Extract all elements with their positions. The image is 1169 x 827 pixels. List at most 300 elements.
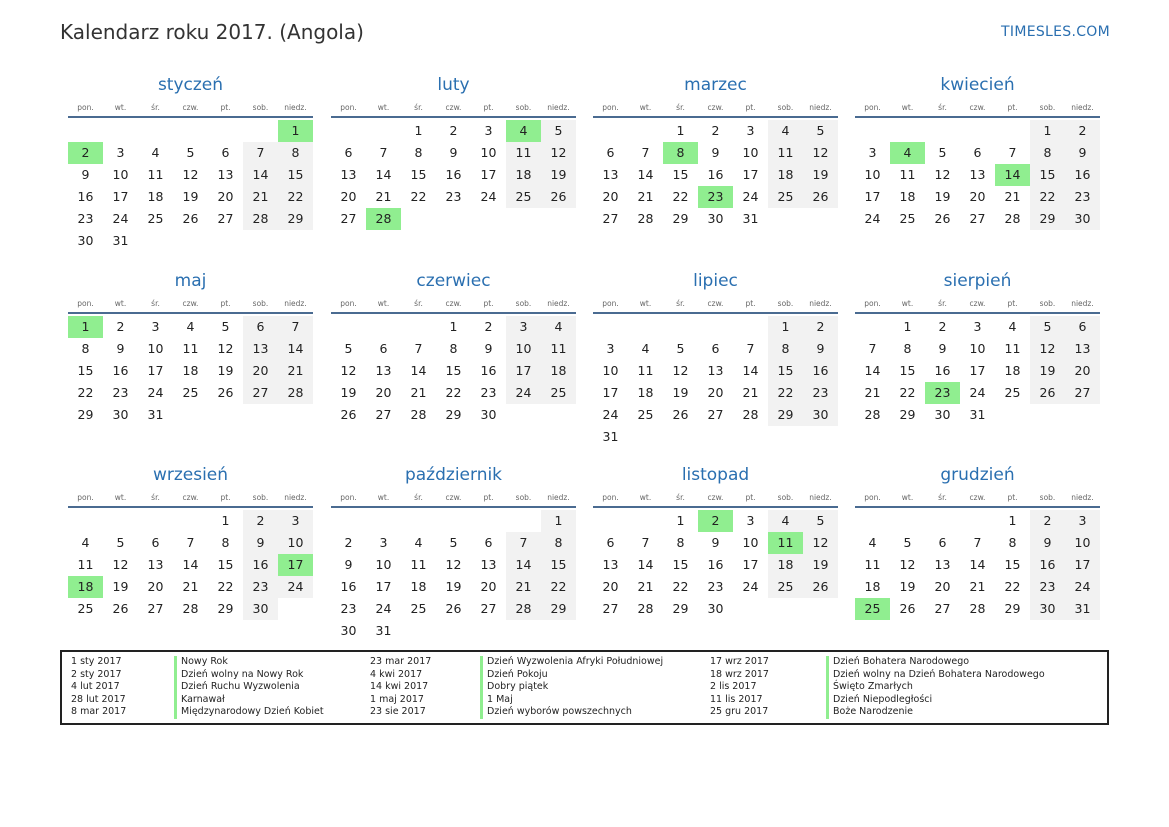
day-cell [366, 316, 401, 338]
weekday-label: śr. [938, 492, 947, 502]
day-cell: 30 [1065, 208, 1100, 230]
day-cell: 1 [676, 513, 685, 528]
weekday-label: pt. [1007, 298, 1018, 308]
weekday-label: niedz. [1071, 102, 1094, 112]
weekday-label: pt. [220, 298, 231, 308]
day-cell: 18 [182, 363, 199, 378]
weekday-label: wt. [901, 298, 914, 308]
legend-date: 4 lut 2017 [71, 681, 120, 692]
day-cell: 5 [676, 341, 685, 356]
day-cell [331, 510, 366, 532]
day-cell [436, 620, 471, 642]
weekday-label: pon. [602, 298, 619, 308]
day-cell: 27 [480, 601, 497, 616]
day-cell: 21 [506, 576, 541, 598]
day-cell: 19 [1030, 360, 1065, 382]
legend-holiday-name: Dzień Pokoju [480, 669, 663, 682]
week-row [68, 142, 313, 164]
day-cell: 21 [182, 579, 199, 594]
legend-date: 25 gru 2017 [710, 706, 769, 717]
day-cell: 6 [1065, 316, 1100, 338]
day-cell: 29 [541, 598, 576, 620]
legend-names-col-1 [174, 656, 324, 719]
week-row [593, 186, 838, 208]
day-cell: 3 [151, 319, 160, 334]
day-cell: 26 [672, 407, 689, 422]
day-cell: 25 [506, 186, 541, 208]
day-cell: 19 [672, 385, 689, 400]
week-row [593, 532, 838, 554]
day-cell: 5 [903, 535, 912, 550]
day-cell: 16 [1030, 554, 1065, 576]
day-cell: 20 [217, 189, 234, 204]
day-cell: 28 [742, 407, 759, 422]
day-cell [803, 208, 838, 230]
week-row [331, 360, 576, 382]
holiday-day-cell: 18 [68, 576, 103, 598]
month-block [68, 462, 313, 620]
day-cell: 20 [602, 579, 619, 594]
day-cell: 15 [77, 363, 94, 378]
day-cell: 4 [541, 316, 576, 338]
day-cell [138, 510, 173, 532]
day-cell: 22 [1030, 186, 1065, 208]
holiday-day-cell: 4 [506, 120, 541, 142]
week-row [68, 404, 313, 426]
day-cell: 9 [711, 145, 720, 160]
day-cell: 30 [77, 233, 94, 248]
day-cell: 24 [480, 189, 497, 204]
day-cell: 21 [278, 360, 313, 382]
day-cell: 23 [480, 385, 497, 400]
header-divider [855, 312, 1100, 314]
week-row [855, 576, 1100, 598]
weekday-label: wt. [114, 102, 127, 112]
day-cell [436, 208, 471, 230]
day-cell: 26 [182, 211, 199, 226]
day-cell: 31 [147, 407, 164, 422]
day-cell: 5 [449, 535, 458, 550]
day-cell: 11 [182, 341, 199, 356]
day-cell: 2 [243, 510, 278, 532]
day-cell: 30 [243, 598, 278, 620]
weekday-label: niedz. [809, 298, 832, 308]
month-name: maj [174, 271, 207, 291]
weekday-label: sob. [1039, 492, 1056, 502]
day-cell [103, 510, 138, 532]
day-cell: 17 [1065, 554, 1100, 576]
weekday-label: śr. [938, 298, 947, 308]
day-cell: 25 [410, 601, 427, 616]
weekday-header [331, 294, 576, 312]
day-cell: 7 [243, 142, 278, 164]
weekday-label: śr. [151, 298, 160, 308]
week-row [855, 186, 1100, 208]
day-cell: 11 [637, 363, 654, 378]
day-cell: 18 [768, 164, 803, 186]
holiday-legend [60, 650, 1109, 725]
day-cell: 28 [637, 601, 654, 616]
day-cell: 3 [484, 123, 493, 138]
weekday-label: wt. [114, 492, 127, 502]
legend-date: 2 lis 2017 [710, 681, 757, 692]
day-cell: 20 [934, 579, 951, 594]
day-cell: 23 [77, 211, 94, 226]
month-name: marzec [684, 75, 747, 95]
weekday-label: sob. [515, 102, 532, 112]
day-cell: 31 [375, 623, 392, 638]
holiday-day-cell: 23 [698, 186, 733, 208]
day-cell [1030, 404, 1065, 426]
day-cell [138, 120, 173, 142]
day-cell [1065, 404, 1100, 426]
weekday-label: pon. [864, 298, 881, 308]
day-cell: 3 [868, 145, 877, 160]
day-cell: 8 [676, 535, 685, 550]
day-cell: 28 [1004, 211, 1021, 226]
day-cell: 14 [742, 363, 759, 378]
legend-date: 1 maj 2017 [370, 693, 424, 705]
month-name: wrzesień [152, 465, 229, 485]
weekday-label: czw. [445, 492, 462, 502]
day-cell [243, 230, 278, 252]
month-name: grudzień [940, 465, 1015, 485]
day-cell: 14 [375, 167, 392, 182]
day-cell: 7 [278, 316, 313, 338]
week-row [855, 360, 1100, 382]
week-row [855, 532, 1100, 554]
day-cell: 7 [506, 532, 541, 554]
weekday-label: śr. [414, 298, 423, 308]
weekday-label: czw. [969, 102, 986, 112]
day-cell: 29 [1030, 208, 1065, 230]
day-cell: 12 [182, 167, 199, 182]
day-cell: 14 [506, 554, 541, 576]
day-cell: 18 [637, 385, 654, 400]
day-cell: 17 [112, 189, 129, 204]
day-cell: 12 [899, 557, 916, 572]
weekday-label: czw. [182, 298, 199, 308]
legend-date: 23 sie 2017 [370, 706, 426, 717]
week-row [593, 426, 838, 448]
day-cell: 4 [641, 341, 650, 356]
day-cell: 27 [217, 211, 234, 226]
day-cell: 18 [506, 164, 541, 186]
day-cell: 15 [672, 557, 689, 572]
day-cell: 31 [602, 429, 619, 444]
day-cell: 28 [278, 382, 313, 404]
day-cell: 8 [449, 341, 458, 356]
weekday-label: czw. [707, 298, 724, 308]
day-cell [471, 620, 506, 642]
day-cell [173, 230, 208, 252]
holiday-day-cell: 2 [68, 142, 103, 164]
day-cell: 14 [410, 363, 427, 378]
day-cell: 22 [541, 576, 576, 598]
day-cell: 23 [112, 385, 129, 400]
weekday-label: pon. [77, 492, 94, 502]
day-cell: 2 [803, 316, 838, 338]
day-cell: 2 [938, 319, 947, 334]
day-cell: 12 [803, 142, 838, 164]
day-cell: 21 [375, 189, 392, 204]
weekday-label: czw. [182, 492, 199, 502]
day-cell: 19 [217, 363, 234, 378]
week-row [331, 620, 576, 642]
day-cell: 21 [410, 385, 427, 400]
week-row [855, 554, 1100, 576]
day-cell: 10 [506, 338, 541, 360]
week-row [855, 316, 1100, 338]
day-cell: 1 [1030, 120, 1065, 142]
week-row [68, 382, 313, 404]
day-cell: 20 [340, 189, 357, 204]
day-cell: 15 [278, 164, 313, 186]
day-cell: 22 [77, 385, 94, 400]
day-cell: 15 [1030, 164, 1065, 186]
day-cell: 10 [969, 341, 986, 356]
day-cell: 18 [541, 360, 576, 382]
day-cell: 22 [217, 579, 234, 594]
day-cell: 7 [1008, 145, 1017, 160]
week-row [855, 120, 1100, 142]
holiday-day-cell: 28 [366, 208, 401, 230]
day-cell: 20 [375, 385, 392, 400]
week-row [593, 338, 838, 360]
day-cell: 4 [868, 535, 877, 550]
day-cell: 27 [375, 407, 392, 422]
day-cell: 18 [864, 579, 881, 594]
day-cell: 1 [1008, 513, 1017, 528]
day-cell: 17 [506, 360, 541, 382]
day-cell: 12 [445, 557, 462, 572]
weekday-label: pt. [483, 102, 494, 112]
day-cell: 7 [973, 535, 982, 550]
weekday-label: pon. [864, 102, 881, 112]
day-cell: 10 [278, 532, 313, 554]
holiday-day-cell: 8 [663, 142, 698, 164]
day-cell: 1 [768, 316, 803, 338]
day-cell [593, 120, 628, 142]
week-row [593, 316, 838, 338]
day-cell: 19 [934, 189, 951, 204]
day-cell: 24 [864, 211, 881, 226]
day-cell: 29 [217, 601, 234, 616]
day-cell [628, 316, 663, 338]
legend-names-col-2 [480, 656, 663, 719]
day-cell: 16 [1065, 164, 1100, 186]
month-name: styczeń [157, 75, 224, 95]
day-cell: 5 [803, 120, 838, 142]
legend-holiday-name: Dzień Ruchu Wyzwolenia [174, 681, 324, 694]
weekday-label: pon. [340, 492, 357, 502]
header-divider [68, 116, 313, 118]
day-cell [803, 426, 838, 448]
day-cell: 23 [445, 189, 462, 204]
weekday-label: pt. [1007, 102, 1018, 112]
weekday-label: śr. [938, 102, 947, 112]
day-cell: 26 [1030, 382, 1065, 404]
day-cell: 1 [414, 123, 423, 138]
day-cell: 31 [969, 407, 986, 422]
day-cell: 14 [864, 363, 881, 378]
day-cell: 2 [449, 123, 458, 138]
day-cell: 11 [899, 167, 916, 182]
day-cell: 19 [803, 554, 838, 576]
day-cell: 3 [278, 510, 313, 532]
day-cell: 29 [768, 404, 803, 426]
weekday-label: niedz. [547, 298, 570, 308]
weekday-label: śr. [676, 492, 685, 502]
day-cell: 13 [934, 557, 951, 572]
day-cell [733, 598, 768, 620]
header-divider [331, 116, 576, 118]
day-cell: 12 [340, 363, 357, 378]
day-cell: 7 [746, 341, 755, 356]
day-cell: 23 [803, 382, 838, 404]
weekday-header [593, 294, 838, 312]
day-cell: 16 [445, 167, 462, 182]
legend-date: 17 wrz 2017 [710, 656, 769, 667]
weekday-label: pon. [864, 492, 881, 502]
month-name: październik [404, 465, 503, 485]
day-cell: 8 [221, 535, 230, 550]
day-cell: 29 [445, 407, 462, 422]
day-cell: 1 [221, 513, 230, 528]
day-cell: 24 [506, 382, 541, 404]
day-cell: 5 [221, 319, 230, 334]
day-cell: 3 [973, 319, 982, 334]
day-cell: 9 [938, 341, 947, 356]
day-cell: 24 [112, 211, 129, 226]
day-cell: 18 [410, 579, 427, 594]
day-cell: 30 [1030, 598, 1065, 620]
day-cell: 16 [112, 363, 129, 378]
weekday-label: śr. [151, 492, 160, 502]
day-cell: 6 [484, 535, 493, 550]
day-cell: 8 [903, 341, 912, 356]
day-cell: 25 [768, 576, 803, 598]
header-divider [593, 506, 838, 508]
day-cell: 25 [1004, 385, 1021, 400]
weekday-label: sob. [515, 492, 532, 502]
day-cell: 7 [186, 535, 195, 550]
day-cell: 25 [77, 601, 94, 616]
brand-logo[interactable]: TIMESLES.COM [1001, 24, 1110, 40]
day-cell: 28 [506, 598, 541, 620]
day-cell: 24 [742, 189, 759, 204]
day-cell: 7 [414, 341, 423, 356]
legend-holiday-name: Nowy Rok [174, 656, 324, 669]
day-cell: 9 [81, 167, 90, 182]
week-row [593, 382, 838, 404]
legend-date: 14 kwi 2017 [370, 681, 429, 692]
day-cell: 27 [934, 601, 951, 616]
day-cell: 30 [803, 404, 838, 426]
day-cell [173, 510, 208, 532]
day-cell: 24 [278, 576, 313, 598]
day-cell: 4 [414, 535, 423, 550]
day-cell: 26 [934, 211, 951, 226]
legend-date: 28 lut 2017 [71, 693, 126, 705]
day-cell: 8 [541, 532, 576, 554]
weekday-label: sob. [1039, 102, 1056, 112]
day-cell: 12 [803, 532, 838, 554]
day-cell: 7 [868, 341, 877, 356]
day-cell [506, 404, 541, 426]
day-cell [173, 404, 208, 426]
day-cell: 24 [375, 601, 392, 616]
day-cell: 10 [742, 535, 759, 550]
day-cell [995, 404, 1030, 426]
day-cell: 30 [340, 623, 357, 638]
holiday-day-cell: 1 [278, 120, 313, 142]
week-row [68, 208, 313, 230]
day-cell: 30 [707, 601, 724, 616]
day-cell: 29 [899, 407, 916, 422]
day-cell: 29 [77, 407, 94, 422]
day-cell: 27 [602, 211, 619, 226]
day-cell [768, 426, 803, 448]
day-cell: 18 [899, 189, 916, 204]
weekday-header [855, 488, 1100, 506]
day-cell [208, 404, 243, 426]
day-cell: 31 [742, 211, 759, 226]
legend-names-col-3 [826, 656, 1045, 719]
weekday-label: śr. [676, 298, 685, 308]
day-cell [803, 598, 838, 620]
day-cell [471, 510, 506, 532]
day-cell: 11 [506, 142, 541, 164]
day-cell [208, 230, 243, 252]
day-cell: 20 [1065, 360, 1100, 382]
day-cell: 23 [1065, 186, 1100, 208]
day-cell: 8 [414, 145, 423, 160]
month-name: czerwiec [416, 271, 491, 291]
weekday-label: śr. [414, 102, 423, 112]
week-row [331, 164, 576, 186]
legend-holiday-name: Dzień wolny na Dzień Bohatera Narodowego [826, 669, 1045, 682]
day-cell: 3 [116, 145, 125, 160]
weekday-label: sob. [1039, 298, 1056, 308]
day-cell: 12 [934, 167, 951, 182]
weekday-label: wt. [377, 298, 390, 308]
day-cell: 22 [278, 186, 313, 208]
day-cell: 15 [217, 557, 234, 572]
day-cell [768, 208, 803, 230]
day-cell: 15 [445, 363, 462, 378]
weekday-label: sob. [515, 298, 532, 308]
day-cell [855, 510, 890, 532]
weekday-header [855, 294, 1100, 312]
day-cell: 10 [480, 145, 497, 160]
weekday-label: sob. [252, 298, 269, 308]
day-cell: 8 [1030, 142, 1065, 164]
weekday-label: czw. [445, 102, 462, 112]
day-cell: 22 [768, 382, 803, 404]
day-cell: 22 [410, 189, 427, 204]
legend-date: 18 wrz 2017 [710, 668, 769, 680]
legend-holiday-name: Święto Zmarłych [826, 681, 1045, 694]
day-cell: 15 [768, 360, 803, 382]
day-cell: 4 [186, 319, 195, 334]
day-cell [995, 120, 1030, 142]
day-cell: 8 [81, 341, 90, 356]
day-cell: 11 [768, 142, 803, 164]
weekday-header [855, 98, 1100, 116]
weekday-label: niedz. [809, 102, 832, 112]
weekday-label: wt. [901, 492, 914, 502]
